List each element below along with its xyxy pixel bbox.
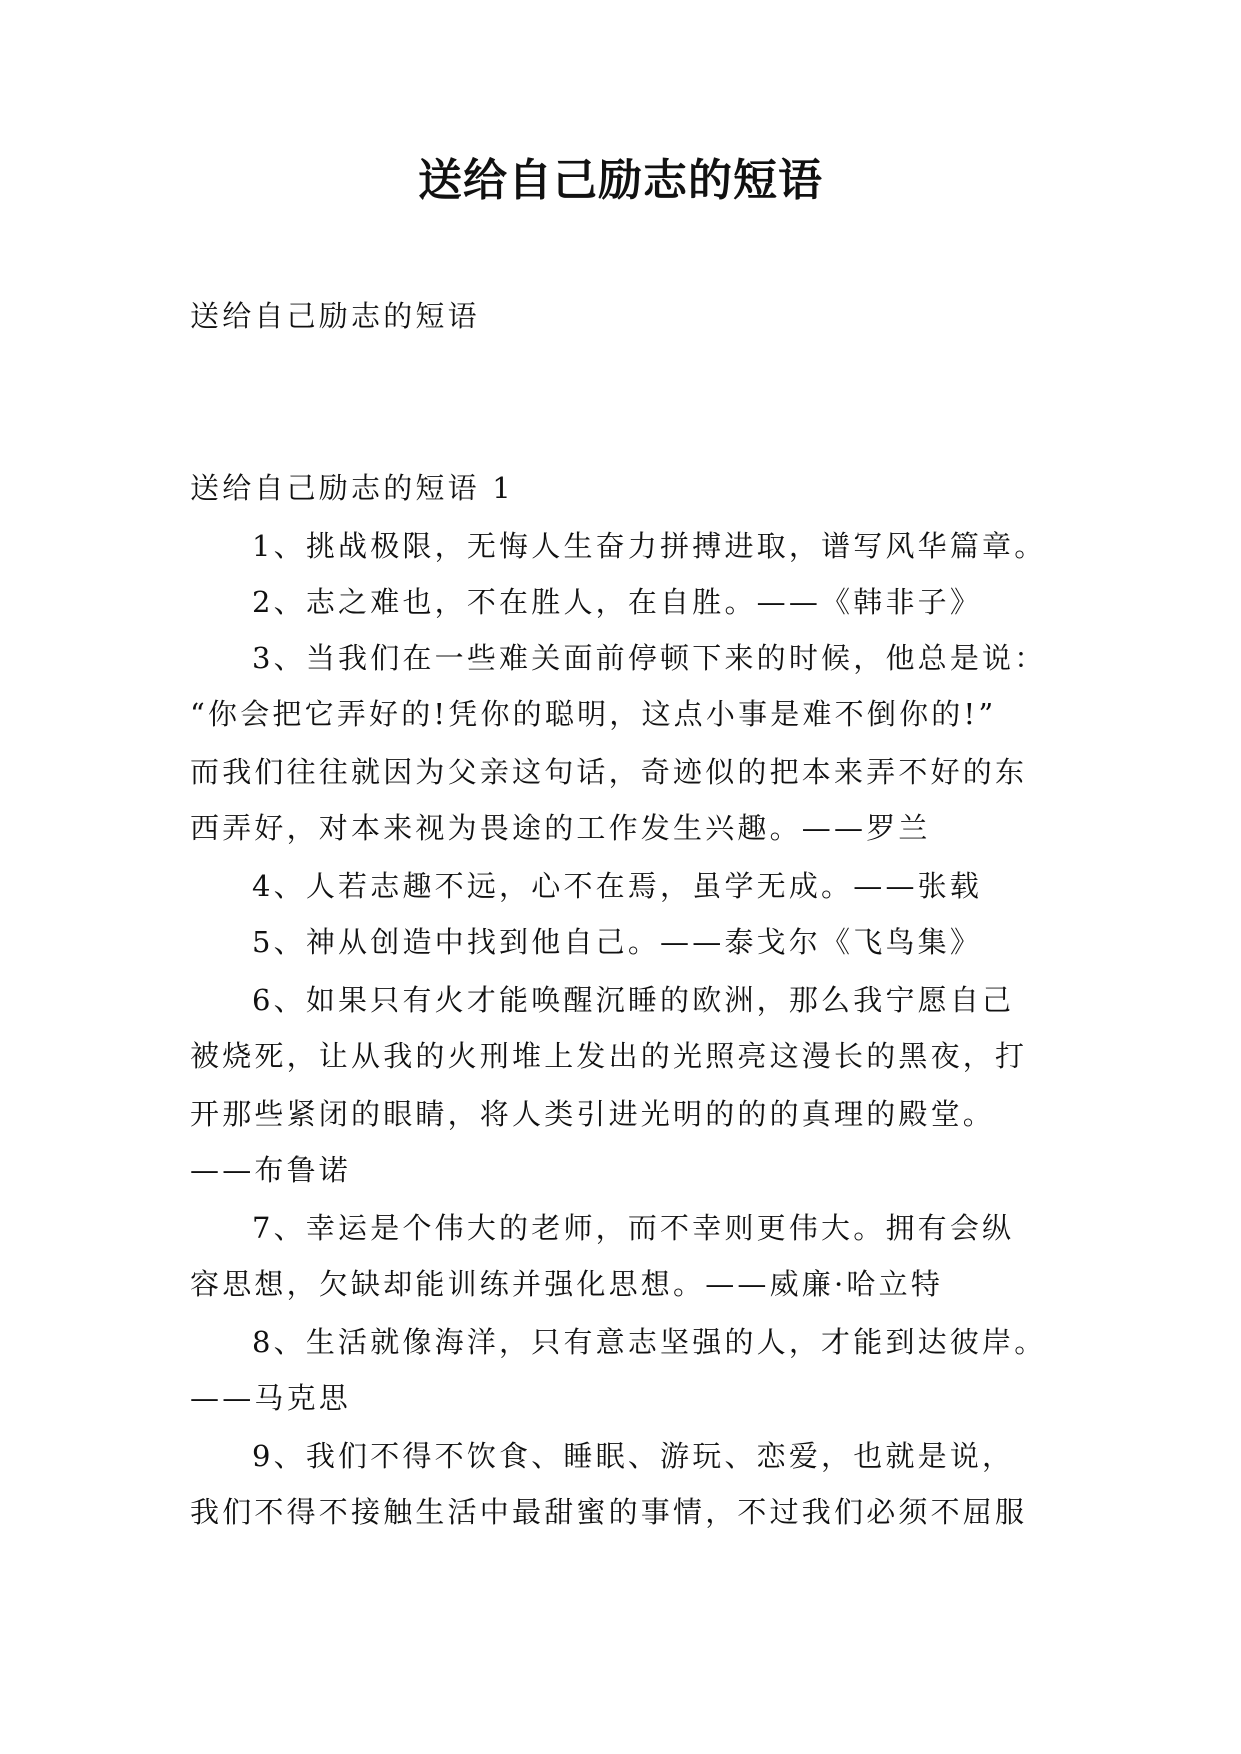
- quote-3-line-1: 3、当我们在一些难关面前停顿下来的时候，他总是说：: [252, 641, 1047, 675]
- quote-6-line-2: 被烧死，让从我的火刑堆上发出的光照亮这漫长的黑夜，打: [190, 1039, 1028, 1073]
- quote-3-line-2: “你会把它弄好的!凭你的聪明，这点小事是难不倒你的!”: [190, 697, 997, 731]
- quote-9-line-2: 我们不得不接触生活中最甜蜜的事情，不过我们必须不屈服: [190, 1495, 1028, 1529]
- document-title: 送给自己励志的短语: [418, 155, 823, 206]
- quote-9-line-1: 9、我们不得不饮食、睡眠、游玩、恋爱，也就是说，: [252, 1439, 1015, 1473]
- section-heading: 送给自己励志的短语 1: [190, 471, 514, 505]
- quote-1: 1、挑战极限，无悔人生奋力拼搏进取，谱写风华篇章。: [252, 529, 1047, 563]
- quote-3-line-3: 而我们往往就因为父亲这句话，奇迹似的把本来弄不好的东: [190, 755, 1028, 789]
- quote-6-line-1: 6、如果只有火才能唤醒沉睡的欧洲，那么我宁愿自己: [252, 983, 1015, 1017]
- quote-8-line-2: ——马克思: [190, 1381, 352, 1415]
- quote-8-line-1: 8、生活就像海洋，只有意志坚强的人，才能到达彼岸。: [252, 1325, 1047, 1359]
- quote-7-line-2: 容思想，欠缺却能训练并强化思想。——威廉·哈立特: [190, 1267, 944, 1301]
- quote-4: 4、人若志趣不远，心不在焉，虽学无成。——张载: [252, 869, 983, 903]
- quote-2: 2、志之难也，不在胜人，在自胜。——《韩非子》: [252, 585, 983, 619]
- quote-7-line-1: 7、幸运是个伟大的老师，而不幸则更伟大。拥有会纵: [252, 1211, 1015, 1245]
- quote-3-line-4: 西弄好，对本来视为畏途的工作发生兴趣。——罗兰: [190, 811, 931, 845]
- subtitle: 送给自己励志的短语: [190, 299, 480, 333]
- quote-6-line-4: ——布鲁诺: [190, 1153, 352, 1187]
- quote-6-line-3: 开那些紧闭的眼睛，将人类引进光明的的的真理的殿堂。: [190, 1097, 996, 1131]
- quote-5: 5、神从创造中找到他自己。——泰戈尔《飞鸟集》: [252, 925, 983, 959]
